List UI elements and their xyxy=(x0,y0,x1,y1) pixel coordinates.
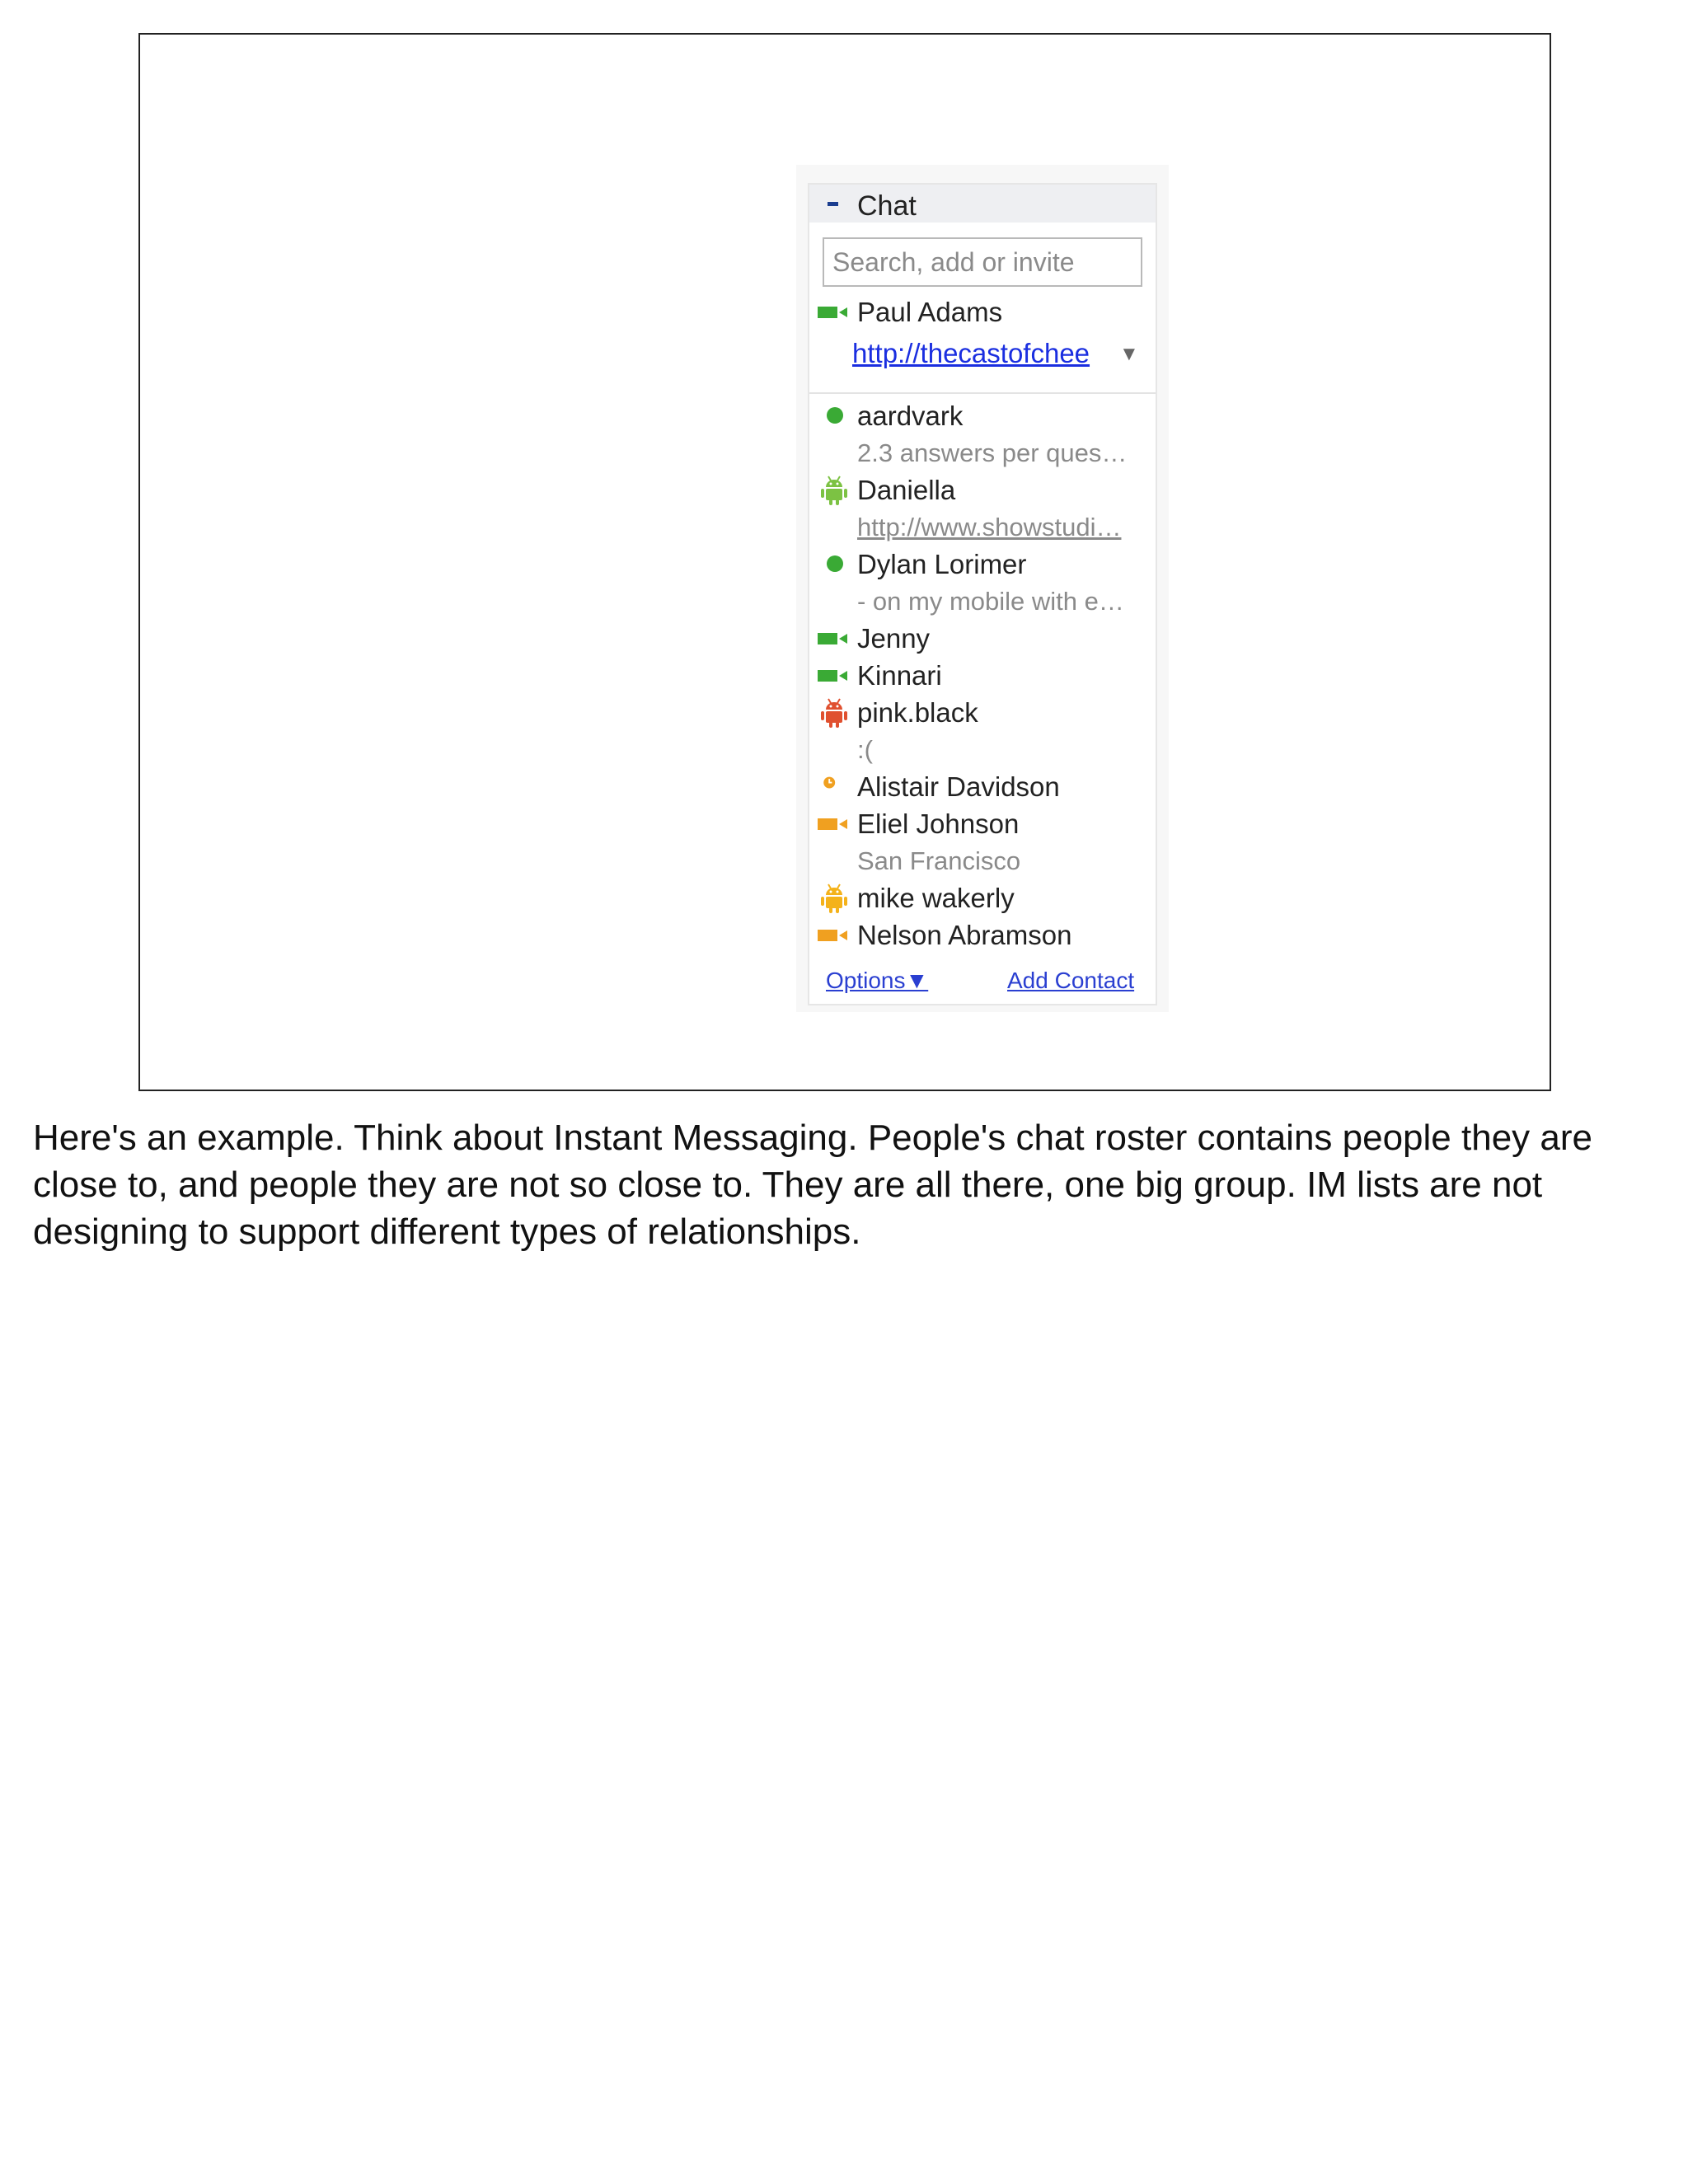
contact-name: Kinnari xyxy=(857,660,942,691)
chat-roster xyxy=(808,183,1157,1005)
divider xyxy=(809,392,1156,394)
contact-row[interactable] xyxy=(809,546,1156,583)
add-contact-link[interactable]: Add Contact xyxy=(1007,968,1135,993)
green-dot-icon xyxy=(818,546,851,583)
contact-name: aardvark xyxy=(857,401,964,431)
contact-name: Eliel Johnson xyxy=(857,808,1020,839)
contact-row[interactable] xyxy=(809,879,1156,916)
contact-list xyxy=(809,397,1156,954)
contact-status-message: :( xyxy=(857,735,873,764)
video-camera-icon xyxy=(818,805,851,842)
my-name: Paul Adams xyxy=(857,297,1003,327)
slide-caption: Here's an example. Think about Instant Messaging. People's chat roster contains people they are close to, and people they are not so close to. They are all there, one big group. IM lists are not designing to support different types of relationships. xyxy=(33,1118,1592,1252)
contact-status-row xyxy=(809,842,1156,879)
contact-status-message: San Francisco xyxy=(857,846,1021,875)
contact-row[interactable] xyxy=(809,657,1156,694)
search-input[interactable] xyxy=(823,237,1142,287)
video-camera-icon xyxy=(818,620,851,657)
options-menu-link[interactable]: Options▼ xyxy=(826,968,929,993)
chat-header[interactable] xyxy=(809,185,1156,223)
android-icon xyxy=(818,471,851,509)
contact-status-message[interactable]: http://www.showstudi… xyxy=(857,513,1122,541)
android-icon xyxy=(818,879,851,916)
contact-name: Nelson Abramson xyxy=(857,920,1072,950)
green-dot-icon xyxy=(818,397,851,434)
collapse-minus-icon[interactable] xyxy=(828,202,838,206)
contact-row[interactable] xyxy=(809,916,1156,954)
contact-name: mike wakerly xyxy=(857,883,1015,913)
contact-name: Jenny xyxy=(857,623,931,654)
contact-status-message: 2.3 answers per ques… xyxy=(857,438,1128,467)
contact-row[interactable] xyxy=(809,805,1156,842)
contact-row[interactable] xyxy=(809,620,1156,657)
video-camera-icon xyxy=(818,657,851,694)
contact-name: Daniella xyxy=(857,475,956,505)
android-icon xyxy=(818,694,851,731)
slide-frame xyxy=(138,33,1551,1091)
contact-name: Dylan Lorimer xyxy=(857,549,1027,579)
contact-name: Alistair Davidson xyxy=(857,771,1060,802)
contact-status-row xyxy=(809,583,1156,620)
contact-status-row xyxy=(809,509,1156,546)
contact-row[interactable] xyxy=(809,397,1156,434)
contact-status-message: - on my mobile with e… xyxy=(857,587,1124,616)
my-status-message[interactable]: http://thecastofchee xyxy=(852,338,1090,368)
chat-title: Chat xyxy=(857,190,917,222)
chat-panel xyxy=(796,165,1169,1012)
contact-row[interactable] xyxy=(809,471,1156,509)
video-camera-icon xyxy=(818,306,851,319)
idle-clock-icon xyxy=(818,768,851,805)
status-dropdown-icon[interactable]: ▼ xyxy=(1119,343,1139,365)
contact-status-row xyxy=(809,731,1156,768)
contact-row[interactable] xyxy=(809,768,1156,805)
contact-name: pink.black xyxy=(857,697,978,728)
contact-status-row xyxy=(809,434,1156,471)
contact-row[interactable] xyxy=(809,694,1156,731)
video-camera-icon xyxy=(818,916,851,954)
